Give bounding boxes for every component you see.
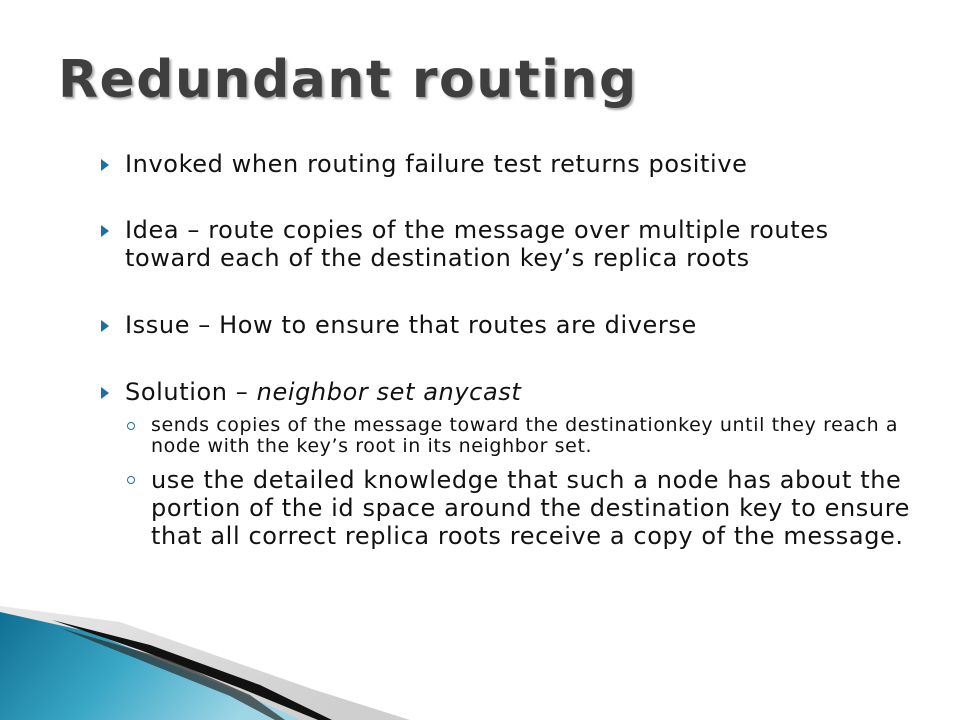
bullet-text: Invoked when routing failure test returns positive: [125, 150, 748, 178]
slide-title: Redundant routing: [58, 50, 638, 110]
sub-bullet-text: sends copies of the message toward the destinationkey until they reach a node with the key’s root in its neighbor set.: [151, 414, 899, 457]
bullet-text: Issue – How to ensure that routes are diverse: [125, 311, 697, 339]
sub-bullet-text: use the detailed knowledge that such a node has about the portion of the id space around the destination key to ensure that all correct replica roots receive a copy of the message.: [151, 466, 911, 550]
bullet-text-emphasis: neighbor set anycast: [256, 378, 522, 406]
bullet-text: Idea – route copies of the message over multiple routes toward each of the destination key’s replica roots: [125, 216, 829, 272]
bullet-text-prefix: Solution –: [125, 378, 257, 406]
